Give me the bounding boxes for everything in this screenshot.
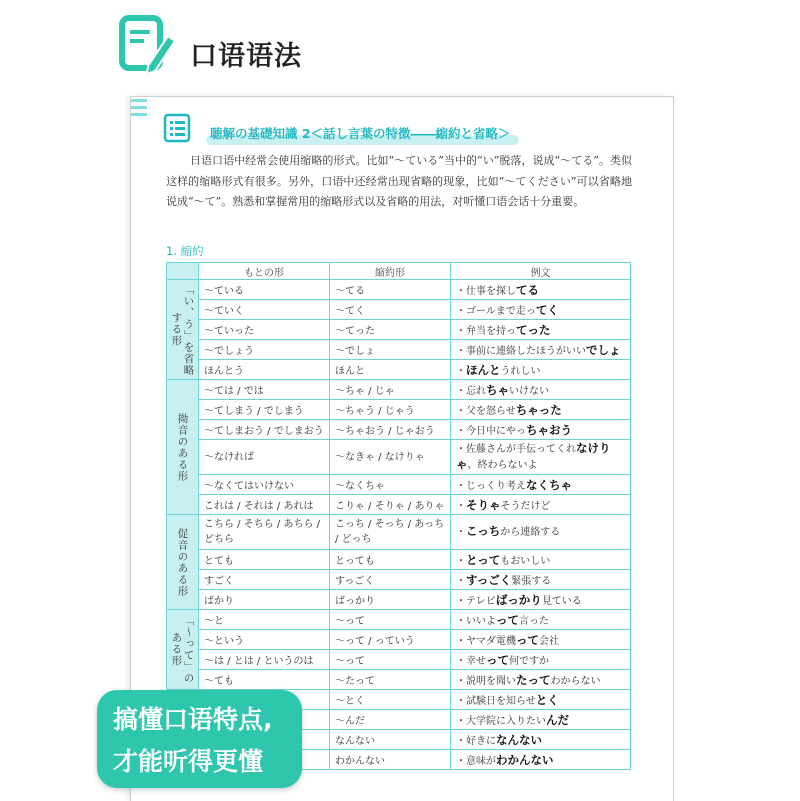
- example-text: ・説明を聞い: [456, 675, 516, 687]
- group-label: 「い、う」を省略する形: [167, 280, 199, 380]
- example-sentence: [451, 300, 631, 320]
- contracted-form: なんない: [330, 730, 451, 750]
- original-form: ～ていく: [199, 300, 330, 320]
- document-list-icon: [163, 113, 195, 143]
- original-form: ほんとう: [199, 360, 330, 380]
- example-sentence: [451, 495, 631, 515]
- contracted-form: ～ちゃおう / じゃおう: [330, 420, 451, 440]
- example-sentence: [451, 630, 631, 650]
- example-sentence: [451, 650, 631, 670]
- example-highlight: ばっかり: [495, 592, 542, 607]
- example-highlight: って: [496, 612, 519, 627]
- example-text: ・ゴールまで走っ: [456, 305, 536, 317]
- example-sentence: [451, 670, 631, 690]
- table-row: [167, 570, 631, 590]
- example-highlight: とく: [535, 692, 559, 707]
- example-sentence: [451, 570, 631, 590]
- example-sentence: [451, 320, 631, 340]
- example-highlight: てる: [516, 282, 539, 297]
- example-text: から連絡する: [500, 527, 561, 538]
- example-text: ・大学院に入りたい: [456, 715, 546, 727]
- header-original: もとの形: [199, 263, 330, 280]
- original-form: これは / それは / あれは: [199, 495, 330, 515]
- example-text: ・: [456, 365, 466, 377]
- contracted-form: ～って / っていう: [330, 630, 451, 650]
- contracted-form: ～って: [330, 610, 451, 630]
- group-label: 促音のある形: [167, 515, 199, 610]
- promo-badge: [97, 690, 302, 788]
- table-row: [167, 280, 631, 300]
- example-sentence: [451, 730, 631, 750]
- example-sentence: [451, 440, 631, 475]
- contracted-form: ～たって: [330, 670, 451, 690]
- original-form: ～と: [199, 610, 330, 630]
- example-text: ・: [456, 575, 466, 587]
- example-text: いけない: [509, 385, 549, 397]
- example-text: ・佐藤さんが手伝ってくれ: [456, 444, 576, 455]
- table-row: [167, 610, 631, 630]
- contracted-form: ～なきゃ / なけりゃ: [330, 440, 451, 475]
- example-highlight: なくちゃ: [526, 477, 572, 492]
- example-text: 何ですか: [509, 655, 549, 667]
- group-label: 「～って」のある形: [167, 610, 199, 690]
- example-highlight: たって: [516, 672, 551, 687]
- badge-line-1: 搞懂口语特点,: [113, 705, 273, 734]
- example-text: ・: [456, 527, 466, 538]
- original-form: ～は / とは / というのは: [199, 650, 330, 670]
- original-form: ばかり: [199, 590, 330, 610]
- example-text: ・ヤマダ電機: [456, 635, 516, 647]
- table-row: [167, 550, 631, 570]
- example-text: ・今日中にやっ: [456, 425, 526, 437]
- original-form: ～なければ: [199, 440, 330, 475]
- header-blank: [167, 263, 199, 280]
- example-text: ・意味が: [456, 755, 496, 767]
- page-decoration: [131, 99, 147, 120]
- contracted-form: ～とく: [330, 690, 451, 710]
- header-title: 口语语法: [190, 41, 302, 72]
- example-highlight: ちゃ: [486, 382, 509, 397]
- original-form: すごく: [199, 570, 330, 590]
- example-text: もおいしい: [500, 555, 551, 567]
- example-sentence: [451, 590, 631, 610]
- table-header-row: [167, 263, 631, 280]
- contracted-form: すっごく: [330, 570, 451, 590]
- contracted-form: ～って: [330, 650, 451, 670]
- example-text: ・事前に連絡したほうがいい: [456, 345, 586, 357]
- contracted-form: ～なくちゃ: [330, 475, 451, 495]
- example-sentence: [451, 610, 631, 630]
- example-sentence: [451, 360, 631, 380]
- example-highlight: こっち: [466, 524, 501, 538]
- table-row: [167, 360, 631, 380]
- example-text: うれしい: [500, 365, 541, 377]
- table-row: [167, 590, 631, 610]
- contracted-form: わかんない: [330, 750, 451, 770]
- contracted-form: とっても: [330, 550, 451, 570]
- example-text: そうだけど: [500, 500, 551, 512]
- contracted-form: ～んだ: [330, 710, 451, 730]
- original-form: ～てしまおう / でしまおう: [199, 420, 330, 440]
- original-form: ～ている: [199, 280, 330, 300]
- section-title: 聴解の基礎知識 2＜話し言葉の特徴――縮約と省略＞: [210, 124, 511, 142]
- example-sentence: [451, 420, 631, 440]
- example-text: ・弁当を持っ: [456, 325, 516, 337]
- example-sentence: [451, 340, 631, 360]
- table-row: [167, 475, 631, 495]
- example-highlight: ちゃおう: [526, 422, 572, 437]
- badge-line-2: 才能听得更懂: [113, 747, 264, 776]
- example-text: わからない: [550, 675, 601, 687]
- example-highlight: ちゃった: [515, 402, 562, 417]
- table-row: [167, 300, 631, 320]
- example-highlight: てった: [516, 322, 551, 337]
- example-sentence: [451, 380, 631, 400]
- example-highlight: でしょ: [586, 342, 621, 357]
- example-text: ・忘れ: [456, 385, 486, 397]
- example-highlight: そりゃ: [466, 497, 501, 512]
- example-sentence: [451, 475, 631, 495]
- original-form: とても: [199, 550, 330, 570]
- example-text: ・父を怒らせ: [456, 405, 516, 417]
- example-text: ・好きに: [456, 735, 496, 747]
- table-row: [167, 650, 631, 670]
- original-form: こちら / そちら / あちら / どちら: [199, 515, 330, 550]
- contracted-form: ～てる: [330, 280, 451, 300]
- table-row: [167, 340, 631, 360]
- example-highlight: てく: [535, 302, 559, 317]
- example-text: ・仕事を探し: [456, 285, 516, 297]
- original-form: ～ても: [199, 670, 330, 690]
- table-row: [167, 400, 631, 420]
- contracted-form: ～でしょ: [330, 340, 451, 360]
- table-row: [167, 515, 631, 550]
- table-row: [167, 495, 631, 515]
- example-sentence: [451, 400, 631, 420]
- contracted-form: ばっかり: [330, 590, 451, 610]
- original-form: ～てしまう / でしまう: [199, 400, 330, 420]
- example-highlight: すっごく: [466, 572, 512, 587]
- example-highlight: って: [516, 632, 539, 647]
- example-text: ・: [456, 500, 466, 512]
- contracted-form: ～てく: [330, 300, 451, 320]
- example-sentence: [451, 710, 631, 730]
- example-text: ・じっくり考え: [456, 480, 526, 492]
- intro-paragraph: 日语口语中经常会使用缩略的形式。比如“～ている”当中的“い”脱落，说成“～てる”。类似这样的缩略形式有很多。另外，口语中还经常出现省略的现象，比如“～てください”可以省略地说成“～て”。熟悉和掌握常用的缩略形式以及省略的用法，对听懂口语会话十分重要。: [166, 154, 632, 208]
- example-text: 緊張する: [511, 575, 552, 587]
- header-contracted: 縮約形: [330, 263, 451, 280]
- example-text: ・幸せ: [456, 655, 486, 667]
- example-highlight: って: [486, 652, 509, 667]
- example-text: 会社: [539, 635, 559, 647]
- table-row: [167, 320, 631, 340]
- example-text: ・: [456, 555, 466, 567]
- example-highlight: とって: [466, 552, 501, 567]
- example-text: ・試験日を知らせ: [456, 695, 536, 707]
- table-row: [167, 670, 631, 690]
- contracted-form: こりゃ / そりゃ / ありゃ: [330, 495, 451, 515]
- original-form: ～ていった: [199, 320, 330, 340]
- table-row: [167, 440, 631, 475]
- example-highlight: なけりゃ: [456, 441, 611, 471]
- sub-heading: 1. 縮約: [166, 244, 204, 258]
- contracted-form: こっち / そっち / あっち / どっち: [330, 515, 451, 550]
- table-row: [167, 380, 631, 400]
- example-sentence: [451, 750, 631, 770]
- example-sentence: [451, 690, 631, 710]
- example-text: ・いいよ: [456, 615, 496, 627]
- contracted-form: ～ちゃ / じゃ: [330, 380, 451, 400]
- original-form: ～でしょう: [199, 340, 330, 360]
- example-text: 言った: [519, 615, 549, 627]
- contracted-form: ほんと: [330, 360, 451, 380]
- table-row: [167, 630, 631, 650]
- example-sentence: [451, 550, 631, 570]
- example-highlight: なんない: [496, 732, 542, 747]
- example-text: ・テレビ: [456, 595, 496, 607]
- example-highlight: ほんと: [466, 362, 501, 377]
- original-form: ～という: [199, 630, 330, 650]
- example-highlight: んだ: [546, 712, 569, 727]
- example-text: 、終わらないよ: [467, 460, 538, 471]
- contracted-form: ～てった: [330, 320, 451, 340]
- group-label: 拗音のある形: [167, 380, 199, 515]
- contracted-form: ～ちゃう / じゃう: [330, 400, 451, 420]
- notebook-pen-icon: [118, 14, 176, 76]
- example-text: 見ている: [541, 595, 582, 607]
- original-form: ～なくてはいけない: [199, 475, 330, 495]
- example-highlight: わかんない: [496, 752, 554, 767]
- table-row: [167, 420, 631, 440]
- original-form: ～ては / では: [199, 380, 330, 400]
- example-sentence: [451, 280, 631, 300]
- example-sentence: [451, 515, 631, 550]
- header-example: 例文: [451, 263, 631, 280]
